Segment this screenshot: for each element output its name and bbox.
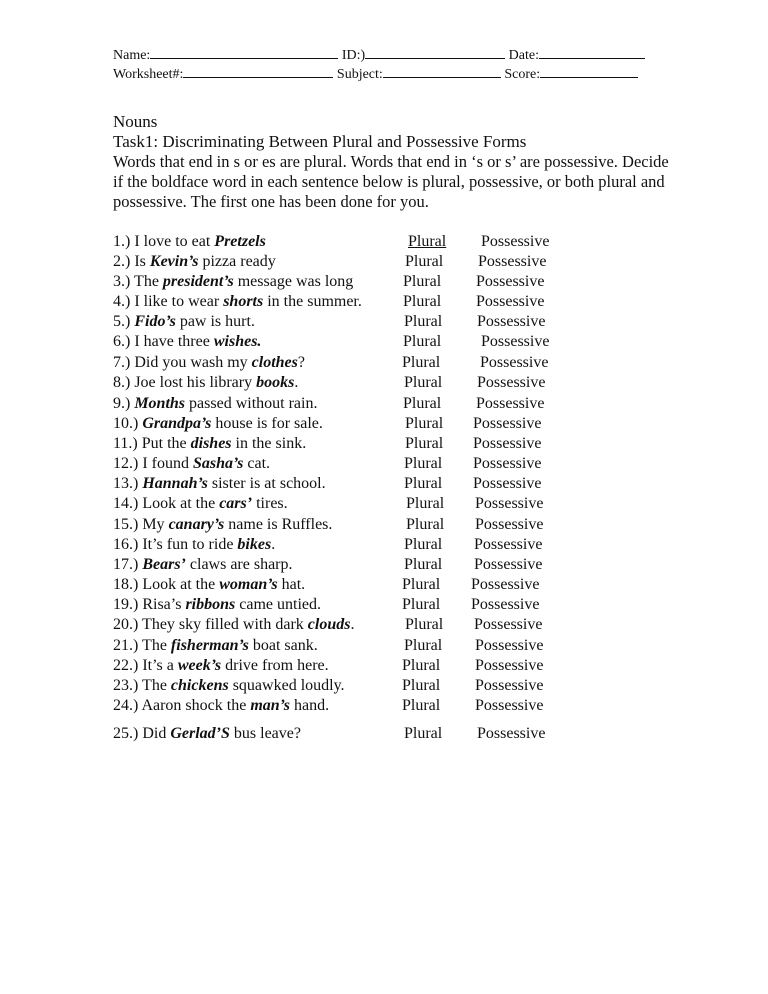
question-prefix: 17.) [113, 556, 143, 573]
question-prefix: 4.) I like to wear [113, 293, 224, 310]
question-row [113, 556, 673, 576]
question-prefix: 21.) The [113, 637, 171, 654]
boldface-word: clouds [307, 616, 351, 633]
question-row [113, 576, 673, 596]
question-row [113, 395, 673, 415]
worksheet-field[interactable] [183, 64, 333, 78]
question-suffix: came untied. [235, 596, 321, 613]
question-row [113, 697, 673, 717]
question-suffix: message was long [233, 273, 354, 290]
boldface-word: cars’ [219, 495, 253, 512]
plural-option[interactable]: Plural [404, 313, 443, 330]
question-row [113, 725, 673, 745]
question-prefix: 20.) They sky filled with dark [113, 616, 308, 633]
question-row [113, 455, 673, 475]
question-row [113, 333, 673, 353]
question-text [113, 395, 317, 413]
boldface-word: canary’s [168, 516, 225, 533]
possessive-option[interactable]: Possessive [475, 495, 544, 512]
header-row-2 [113, 64, 638, 83]
question-row [113, 495, 673, 515]
possessive-option[interactable]: Possessive [473, 415, 542, 432]
question-suffix: claws are sharp. [185, 556, 293, 573]
plural-option[interactable]: Plural [405, 253, 444, 270]
question-suffix: tires. [252, 495, 288, 512]
possessive-option[interactable]: Possessive [471, 576, 540, 593]
possessive-option[interactable]: Possessive [477, 313, 546, 330]
plural-option[interactable]: Plural [402, 576, 441, 593]
plural-option[interactable]: Plural [404, 637, 443, 654]
boldface-word: Kevin’s [149, 253, 199, 270]
plural-option[interactable]: Plural [406, 516, 445, 533]
possessive-option[interactable]: Possessive [481, 333, 550, 350]
question-suffix: . [350, 616, 355, 633]
question-text [113, 333, 261, 351]
question-text [113, 516, 332, 534]
question-prefix: 22.) It’s a [113, 657, 178, 674]
possessive-option[interactable]: Possessive [476, 273, 545, 290]
possessive-option[interactable]: Possessive [475, 516, 544, 533]
boldface-word: clothes [251, 354, 298, 371]
plural-option[interactable]: Plural [404, 475, 443, 492]
question-text [113, 536, 275, 554]
plural-option[interactable]: Plural [402, 596, 441, 613]
question-prefix: 10.) [113, 415, 143, 432]
possessive-option[interactable]: Possessive [475, 697, 544, 714]
question-suffix: cat. [243, 455, 271, 472]
question-text [113, 556, 293, 574]
name-label: Name: [113, 48, 151, 63]
possessive-option[interactable]: Possessive [477, 725, 546, 742]
question-row [113, 354, 673, 374]
plural-option[interactable]: Plural [406, 495, 445, 512]
boldface-word: bikes [237, 536, 272, 553]
question-prefix: 12.) I found [113, 455, 193, 472]
question-row [113, 536, 673, 556]
question-suffix: hat. [277, 576, 306, 593]
plural-option[interactable]: Plural [405, 415, 444, 432]
question-prefix: 9.) [113, 395, 135, 412]
question-suffix: ? [297, 354, 305, 371]
possessive-option[interactable]: Possessive [475, 677, 544, 694]
question-text [113, 233, 266, 251]
plural-option[interactable]: Plural [403, 273, 442, 290]
question-text [113, 293, 362, 311]
boldface-word: chickens [170, 677, 229, 694]
question-suffix: drive from here. [221, 657, 329, 674]
question-suffix: boat sank. [248, 637, 318, 654]
question-suffix: house is for sale. [211, 415, 323, 432]
question-suffix: pizza ready [198, 253, 276, 270]
question-text [113, 354, 305, 372]
question-text [113, 253, 276, 271]
possessive-option[interactable]: Possessive [475, 637, 544, 654]
question-text [113, 576, 305, 594]
question-prefix: 13.) [113, 475, 143, 492]
question-suffix: sister is at school. [207, 475, 326, 492]
possessive-option[interactable]: Possessive [473, 475, 542, 492]
question-prefix: 5.) [113, 313, 135, 330]
possessive-option[interactable]: Possessive [474, 556, 543, 573]
question-row [113, 616, 673, 636]
question-suffix: passed without rain. [185, 395, 318, 412]
id-label: ID:) [341, 48, 366, 63]
boldface-word: Fido’s [134, 313, 176, 330]
boldface-word: shorts [223, 293, 264, 310]
possessive-option[interactable]: Possessive [474, 616, 543, 633]
plural-option[interactable]: Plural [404, 455, 443, 472]
question-row [113, 657, 673, 677]
possessive-option[interactable]: Possessive [481, 233, 550, 250]
plural-option[interactable]: Plural [403, 395, 442, 412]
question-text [113, 415, 323, 433]
question-row [113, 596, 673, 616]
question-text [113, 697, 329, 715]
worksheet-label: Worksheet#: [113, 67, 184, 82]
question-text [113, 616, 354, 634]
question-row [113, 233, 673, 253]
score-label: Score: [504, 67, 541, 82]
possessive-option[interactable]: Possessive [473, 435, 542, 452]
boldface-word: president’s [162, 273, 234, 290]
question-suffix: squawked loudly. [228, 677, 345, 694]
header-row-1 [113, 45, 645, 64]
plural-option[interactable]: Plural [403, 293, 442, 310]
possessive-option[interactable]: Possessive [475, 657, 544, 674]
plural-option[interactable]: Plural [404, 556, 443, 573]
question-row [113, 677, 673, 697]
question-text [113, 596, 321, 614]
possessive-option[interactable]: Possessive [473, 455, 542, 472]
question-text [113, 677, 345, 695]
question-prefix: 16.) It’s fun to ride [113, 536, 238, 553]
boldface-word: woman’s [219, 576, 278, 593]
boldface-word: Gerlad’S [170, 725, 230, 742]
plural-option[interactable]: Plural [402, 657, 441, 674]
question-suffix: hand. [290, 697, 330, 714]
question-prefix: 25.) Did [113, 725, 171, 742]
question-prefix: 2.) Is [113, 253, 150, 270]
plural-option[interactable]: Plural [404, 725, 443, 742]
question-row [113, 374, 673, 394]
question-row [113, 313, 673, 333]
possessive-option[interactable]: Possessive [474, 536, 543, 553]
question-row [113, 273, 673, 293]
boldface-word: books [256, 374, 295, 391]
question-prefix: 11.) Put the [113, 435, 191, 452]
question-prefix: 1.) I love to eat [113, 233, 215, 250]
question-row [113, 293, 673, 313]
question-prefix: 23.) The [113, 677, 171, 694]
date-field[interactable] [539, 45, 645, 59]
question-row [113, 415, 673, 435]
plural-option[interactable]: Plural [408, 233, 447, 250]
boldface-word: Months [134, 395, 186, 412]
possessive-option[interactable]: Possessive [471, 596, 540, 613]
plural-option[interactable]: Plural [402, 697, 441, 714]
id-field[interactable] [365, 45, 505, 59]
question-prefix: 7.) Did you wash my [113, 354, 252, 371]
question-suffix: . [294, 374, 299, 391]
boldface-word: dishes [190, 435, 232, 452]
boldface-word: wishes. [213, 333, 262, 350]
question-text [113, 475, 326, 493]
boldface-word: Pretzels [214, 233, 266, 250]
possessive-option[interactable]: Possessive [478, 253, 547, 270]
question-prefix: 8.) Joe lost his library [113, 374, 257, 391]
instructions: Words that end in s or es are plural. Words that end in ‘s or s’ are possessive. Decide if the boldface word in each sentence below is plural, possessive, or both plural and possessive. The first one has been done for you. [113, 152, 669, 212]
plural-option[interactable]: Plural [405, 616, 444, 633]
boldface-word: man’s [250, 697, 291, 714]
name-field[interactable] [150, 45, 338, 59]
question-text [113, 273, 353, 291]
subject-field[interactable] [383, 64, 501, 78]
boldface-word: Bears’ [142, 556, 186, 573]
possessive-option[interactable]: Possessive [476, 293, 545, 310]
question-suffix: in the sink. [231, 435, 307, 452]
possessive-option[interactable]: Possessive [476, 395, 545, 412]
plural-option[interactable]: Plural [402, 354, 441, 371]
question-text [113, 637, 318, 655]
boldface-word: ribbons [185, 596, 236, 613]
question-suffix: name is Ruffles. [224, 516, 333, 533]
question-prefix: 19.) Risa’s [113, 596, 186, 613]
possessive-option[interactable]: Possessive [477, 374, 546, 391]
plural-option[interactable]: Plural [404, 536, 443, 553]
question-row [113, 435, 673, 455]
boldface-word: fisherman’s [170, 637, 249, 654]
question-row [113, 516, 673, 536]
plural-option[interactable]: Plural [403, 333, 442, 350]
score-field[interactable] [540, 64, 638, 78]
question-prefix: 15.) My [113, 516, 169, 533]
question-text [113, 313, 255, 331]
question-row [113, 253, 673, 273]
question-suffix: bus leave? [229, 725, 301, 742]
question-text [113, 495, 288, 513]
question-text [113, 374, 298, 392]
page-heading: Nouns [113, 112, 158, 131]
question-prefix: 18.) Look at the [113, 576, 220, 593]
plural-option[interactable]: Plural [405, 435, 444, 452]
plural-option[interactable]: Plural [404, 374, 443, 391]
question-prefix: 3.) The [113, 273, 163, 290]
question-text [113, 725, 301, 743]
question-row [113, 637, 673, 657]
question-prefix: 6.) I have three [113, 333, 214, 350]
question-suffix: paw is hurt. [175, 313, 255, 330]
boldface-word: Grandpa’s [142, 415, 212, 432]
boldface-word: week’s [177, 657, 222, 674]
date-label: Date: [508, 48, 539, 63]
subject-label: Subject: [336, 67, 383, 82]
plural-option[interactable]: Plural [402, 677, 441, 694]
question-prefix: 24.) Aaron shock the [113, 697, 251, 714]
question-text [113, 657, 329, 675]
question-row [113, 475, 673, 495]
question-suffix: in the summer. [263, 293, 362, 310]
boldface-word: Hannah’s [142, 475, 208, 492]
question-prefix: 14.) Look at the [113, 495, 220, 512]
question-text [113, 435, 306, 453]
boldface-word: Sasha’s [192, 455, 244, 472]
question-text [113, 455, 270, 473]
question-suffix: . [271, 536, 276, 553]
possessive-option[interactable]: Possessive [480, 354, 549, 371]
task-title: Task1: Discriminating Between Plural and Possessive Forms [113, 132, 527, 151]
